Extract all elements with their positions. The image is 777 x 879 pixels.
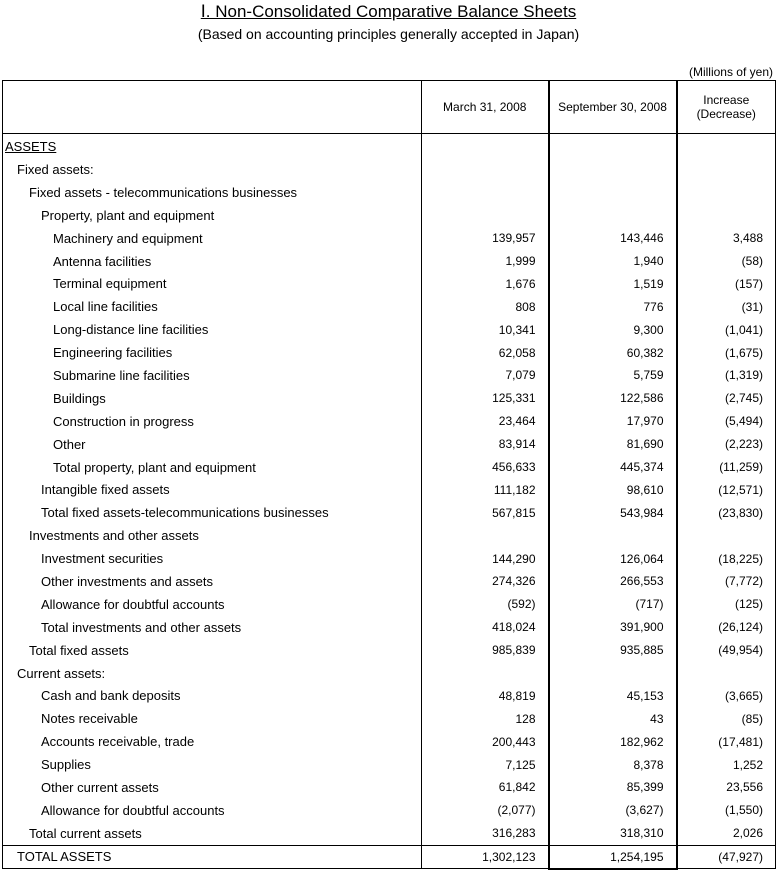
value-increase-decrease <box>677 524 776 547</box>
table-row <box>3 318 776 341</box>
row-label: Construction in progress <box>3 410 422 433</box>
value-increase-decrease: (1,550) <box>677 799 776 822</box>
value-increase-decrease: (157) <box>677 272 776 295</box>
value-september-2008 <box>549 204 677 227</box>
value-march-2008: 23,464 <box>422 410 549 433</box>
row-label: ASSETS <box>3 134 422 159</box>
row-label: Allowance for doubtful accounts <box>3 593 422 616</box>
table-row <box>3 387 776 410</box>
value-march-2008 <box>422 134 549 159</box>
value-march-2008: 62,058 <box>422 341 549 364</box>
value-increase-decrease: (1,675) <box>677 341 776 364</box>
table-header-row <box>3 81 776 134</box>
table-row <box>3 776 776 799</box>
table-row <box>3 181 776 204</box>
table-row <box>3 227 776 250</box>
row-label: Investments and other assets <box>3 524 422 547</box>
value-march-2008: 7,079 <box>422 364 549 387</box>
value-increase-decrease: (12,571) <box>677 478 776 501</box>
table-row <box>3 478 776 501</box>
value-september-2008: 776 <box>549 295 677 318</box>
row-label: Accounts receivable, trade <box>3 730 422 753</box>
value-september-2008: 85,399 <box>549 776 677 799</box>
table-row <box>3 799 776 822</box>
row-label: Antenna facilities <box>3 250 422 273</box>
document-title: Ⅰ. Non-Consolidated Comparative Balance Sheets <box>200 2 577 21</box>
value-march-2008: 1,999 <box>422 250 549 273</box>
table-row <box>3 410 776 433</box>
value-increase-decrease: 3,488 <box>677 227 776 250</box>
value-increase-decrease: (17,481) <box>677 730 776 753</box>
table-row <box>3 295 776 318</box>
table-row <box>3 433 776 456</box>
table-row <box>3 684 776 707</box>
value-march-2008 <box>422 524 549 547</box>
value-march-2008: 61,842 <box>422 776 549 799</box>
value-increase-decrease: (85) <box>677 707 776 730</box>
row-label: Total fixed assets <box>3 639 422 662</box>
value-september-2008: 543,984 <box>549 501 677 524</box>
value-march-2008: 1,302,123 <box>422 845 549 869</box>
value-increase-decrease <box>677 134 776 159</box>
table-row <box>3 134 776 159</box>
row-label: Property, plant and equipment <box>3 204 422 227</box>
table-row <box>3 730 776 753</box>
value-increase-decrease <box>677 662 776 685</box>
value-march-2008: 316,283 <box>422 822 549 845</box>
value-march-2008: 48,819 <box>422 684 549 707</box>
row-label: Fixed assets: <box>3 158 422 181</box>
value-march-2008: 125,331 <box>422 387 549 410</box>
header-increase-decrease <box>677 81 776 134</box>
value-increase-decrease: (58) <box>677 250 776 273</box>
value-increase-decrease: (125) <box>677 593 776 616</box>
value-increase-decrease: (47,927) <box>677 845 776 869</box>
value-september-2008: 60,382 <box>549 341 677 364</box>
units-note: (Millions of yen) <box>688 65 773 79</box>
table-row <box>3 845 776 869</box>
table-row <box>3 662 776 685</box>
value-march-2008: 83,914 <box>422 433 549 456</box>
table-row <box>3 707 776 730</box>
value-march-2008: 128 <box>422 707 549 730</box>
value-september-2008 <box>549 134 677 159</box>
value-september-2008: 318,310 <box>549 822 677 845</box>
table-row <box>3 456 776 479</box>
row-label: Allowance for doubtful accounts <box>3 799 422 822</box>
value-september-2008: 17,970 <box>549 410 677 433</box>
value-september-2008: 9,300 <box>549 318 677 341</box>
row-label: Cash and bank deposits <box>3 684 422 707</box>
value-september-2008: 1,940 <box>549 250 677 273</box>
table-row <box>3 204 776 227</box>
value-september-2008: 182,962 <box>549 730 677 753</box>
value-september-2008: 122,586 <box>549 387 677 410</box>
header-label-cell <box>3 81 422 134</box>
value-september-2008 <box>549 181 677 204</box>
table-row <box>3 570 776 593</box>
value-march-2008: 111,182 <box>422 478 549 501</box>
value-increase-decrease: (2,223) <box>677 433 776 456</box>
row-label: Total property, plant and equipment <box>3 456 422 479</box>
value-september-2008: 391,900 <box>549 616 677 639</box>
document-subtitle: (Based on accounting principles generally accepted in Japan) <box>197 26 580 42</box>
value-increase-decrease: 23,556 <box>677 776 776 799</box>
value-march-2008: 567,815 <box>422 501 549 524</box>
value-increase-decrease: (3,665) <box>677 684 776 707</box>
value-increase-decrease: (2,745) <box>677 387 776 410</box>
value-september-2008: 1,254,195 <box>549 845 677 869</box>
value-march-2008 <box>422 662 549 685</box>
row-label: Other <box>3 433 422 456</box>
header-march-2008: March 31, 2008 <box>422 81 549 134</box>
value-increase-decrease: (1,319) <box>677 364 776 387</box>
table-row <box>3 753 776 776</box>
value-increase-decrease: (18,225) <box>677 547 776 570</box>
row-label: Buildings <box>3 387 422 410</box>
row-label: Long-distance line facilities <box>3 318 422 341</box>
value-increase-decrease: (26,124) <box>677 616 776 639</box>
value-increase-decrease: (23,830) <box>677 501 776 524</box>
table-row <box>3 639 776 662</box>
table-row <box>3 272 776 295</box>
row-label: Investment securities <box>3 547 422 570</box>
value-march-2008: 985,839 <box>422 639 549 662</box>
value-september-2008: 8,378 <box>549 753 677 776</box>
table-row <box>3 547 776 570</box>
row-label: Current assets: <box>3 662 422 685</box>
value-increase-decrease <box>677 158 776 181</box>
table-row <box>3 250 776 273</box>
value-march-2008: 456,633 <box>422 456 549 479</box>
row-label: Submarine line facilities <box>3 364 422 387</box>
value-september-2008: 5,759 <box>549 364 677 387</box>
table-row <box>3 341 776 364</box>
row-label: Intangible fixed assets <box>3 478 422 501</box>
value-september-2008 <box>549 524 677 547</box>
value-september-2008: (3,627) <box>549 799 677 822</box>
value-march-2008: (2,077) <box>422 799 549 822</box>
header-september-2008: September 30, 2008 <box>549 81 677 134</box>
row-label: Notes receivable <box>3 707 422 730</box>
value-september-2008: 45,153 <box>549 684 677 707</box>
value-march-2008: 1,676 <box>422 272 549 295</box>
value-march-2008: 144,290 <box>422 547 549 570</box>
value-increase-decrease: (1,041) <box>677 318 776 341</box>
value-increase-decrease: (5,494) <box>677 410 776 433</box>
value-september-2008: 266,553 <box>549 570 677 593</box>
row-label: Terminal equipment <box>3 272 422 295</box>
balance-sheet-table <box>2 80 776 870</box>
value-september-2008: 43 <box>549 707 677 730</box>
row-label: Fixed assets - telecommunications businesses <box>3 181 422 204</box>
value-march-2008: 139,957 <box>422 227 549 250</box>
value-increase-decrease: (49,954) <box>677 639 776 662</box>
value-increase-decrease <box>677 181 776 204</box>
value-increase-decrease <box>677 204 776 227</box>
row-label: Other investments and assets <box>3 570 422 593</box>
value-march-2008 <box>422 181 549 204</box>
table-row <box>3 158 776 181</box>
table-row <box>3 501 776 524</box>
value-march-2008: 808 <box>422 295 549 318</box>
value-increase-decrease: (11,259) <box>677 456 776 479</box>
value-march-2008 <box>422 158 549 181</box>
row-label: Other current assets <box>3 776 422 799</box>
value-september-2008: 1,519 <box>549 272 677 295</box>
value-increase-decrease: 1,252 <box>677 753 776 776</box>
value-september-2008 <box>549 158 677 181</box>
value-increase-decrease: (31) <box>677 295 776 318</box>
value-march-2008: 200,443 <box>422 730 549 753</box>
value-september-2008: 126,064 <box>549 547 677 570</box>
row-label: Local line facilities <box>3 295 422 318</box>
value-september-2008: 445,374 <box>549 456 677 479</box>
table-row <box>3 822 776 845</box>
value-september-2008: 935,885 <box>549 639 677 662</box>
row-label: Machinery and equipment <box>3 227 422 250</box>
value-increase-decrease: (7,772) <box>677 570 776 593</box>
value-march-2008: 7,125 <box>422 753 549 776</box>
table-row <box>3 364 776 387</box>
value-increase-decrease: 2,026 <box>677 822 776 845</box>
table-row <box>3 593 776 616</box>
table-row <box>3 524 776 547</box>
row-label: Supplies <box>3 753 422 776</box>
value-march-2008: (592) <box>422 593 549 616</box>
row-label: Total current assets <box>3 822 422 845</box>
value-march-2008 <box>422 204 549 227</box>
table-row <box>3 616 776 639</box>
value-march-2008: 274,326 <box>422 570 549 593</box>
row-label: TOTAL ASSETS <box>3 845 422 869</box>
value-march-2008: 418,024 <box>422 616 549 639</box>
row-label: Total fixed assets-telecommunications businesses <box>3 501 422 524</box>
row-label: Total investments and other assets <box>3 616 422 639</box>
value-september-2008: 81,690 <box>549 433 677 456</box>
value-march-2008: 10,341 <box>422 318 549 341</box>
value-september-2008: (717) <box>549 593 677 616</box>
value-september-2008: 98,610 <box>549 478 677 501</box>
header-increase-text: Increase (Decrease) <box>696 93 756 121</box>
value-september-2008: 143,446 <box>549 227 677 250</box>
value-september-2008 <box>549 662 677 685</box>
row-label: Engineering facilities <box>3 341 422 364</box>
